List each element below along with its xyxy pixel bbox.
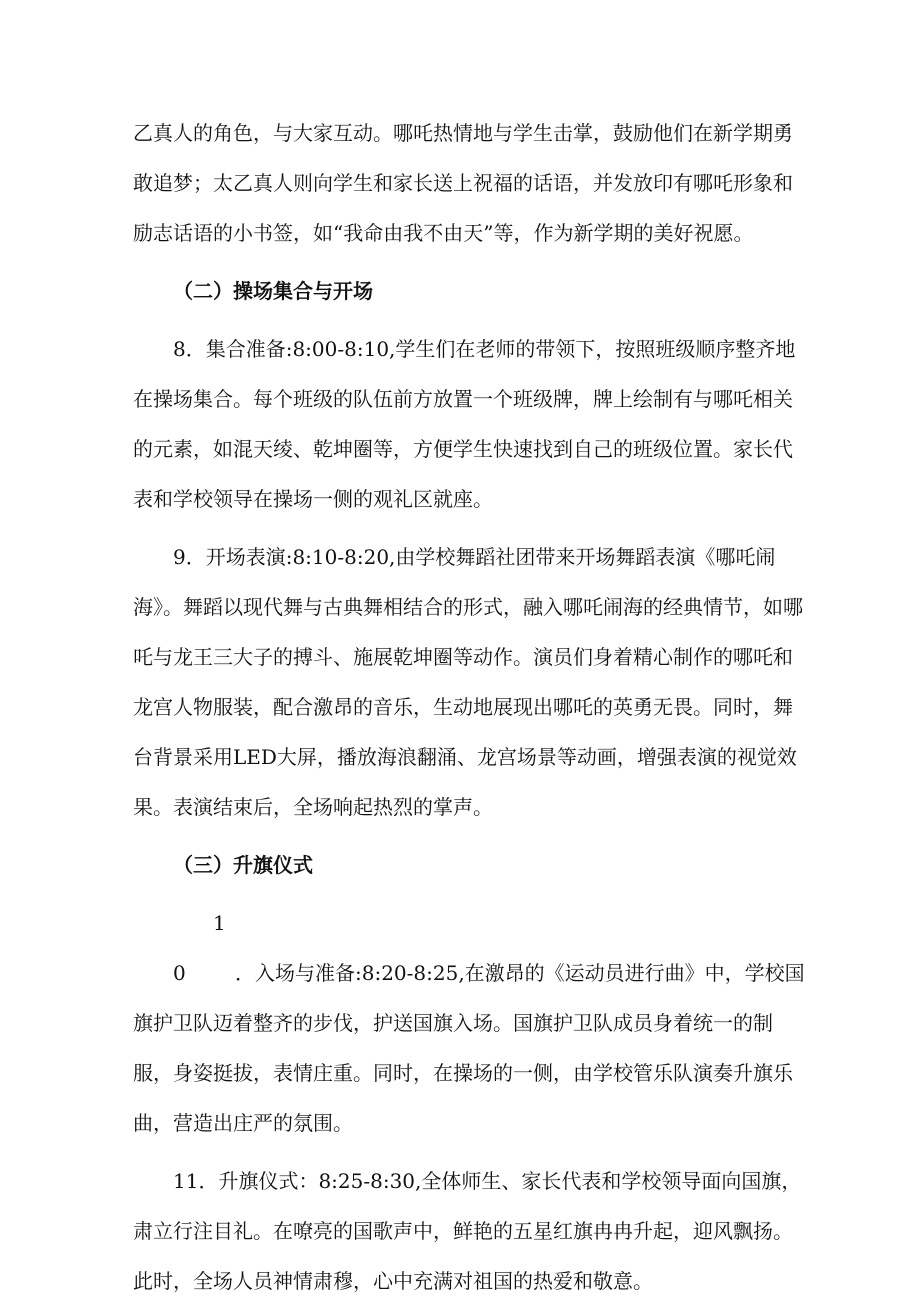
paragraph-item-9: 9．开场表演:8:10-8:20,由学校舞蹈社团带来开场舞蹈表演《哪吒闹海》。舞蹈以现代舞与古典舞相结合的形式，融入哪吒闹海的经典情节，如哪吒与龙王三大子的搏斗、施展乾坤圈等动作。演员们身着精心制作的哪吒和龙宫人物服装，配合激昂的音乐，生动地展现出哪吒的英勇无畏。同时，舞台背景采用LED大屏，播放海浪翻涌、龙宫场景等动画，增强表演的视觉效果。表演结束后，全场响起热烈的掌声。	[133, 545, 803, 819]
spacer	[133, 524, 809, 532]
section-heading-2: （二）操场集合与开场	[173, 279, 373, 303]
document-body	[133, 108, 809, 1306]
item-10-number: 10	[173, 911, 226, 985]
spacer	[133, 832, 809, 840]
spacer	[133, 1148, 809, 1156]
item-10-text: ．入场与准备:8:20-8:25,在激昂的《运动员进行曲》中，学校国旗护卫队迈着整齐的步伐，护送国旗入场。国旗护卫队成员身着统一的制服，身姿挺拔，表情庄重。同时，在操场的一侧，由学校管乐队演奏升旗乐曲，营造出庄严的氛围。	[133, 961, 805, 1135]
section-heading-3: （三）升旗仪式	[173, 853, 313, 877]
spacer	[133, 258, 809, 266]
spacer	[133, 316, 809, 324]
paragraph-item-10	[133, 898, 809, 1148]
paragraph-item-11: 11．升旗仪式：8:25-8:30,全体师生、家长代表和学校领导面向国旗，肃立行注目礼。在嘹亮的国歌声中，鲜艳的五星红旗冉冉升起，迎风飘扬。此时，全场人员神情肃穆，心中充满对祖国的热爱和敬意。	[133, 1169, 802, 1293]
spacer	[133, 890, 809, 898]
continuation-paragraph: 乙真人的角色，与大家互动。哪吒热情地与学生击掌，鼓励他们在新学期勇敢追梦；太乙真人则向学生和家长送上祝福的话语，并发放印有哪吒形象和励志话语的小书签，如“我命由我不由天”等，作为新学期的美好祝愿。	[133, 121, 793, 245]
paragraph-item-8: 8．集合准备:8:00-8:10,学生们在老师的带领下，按照班级顺序整齐地在操场集合。每个班级的队伍前方放置一个班级牌，牌上绘制有与哪吒相关的元素，如混天绫、乾坤圈等，方便学生快速找到自己的班级位置。家长代表和学校领导在操场一侧的观礼区就座。	[133, 337, 796, 511]
